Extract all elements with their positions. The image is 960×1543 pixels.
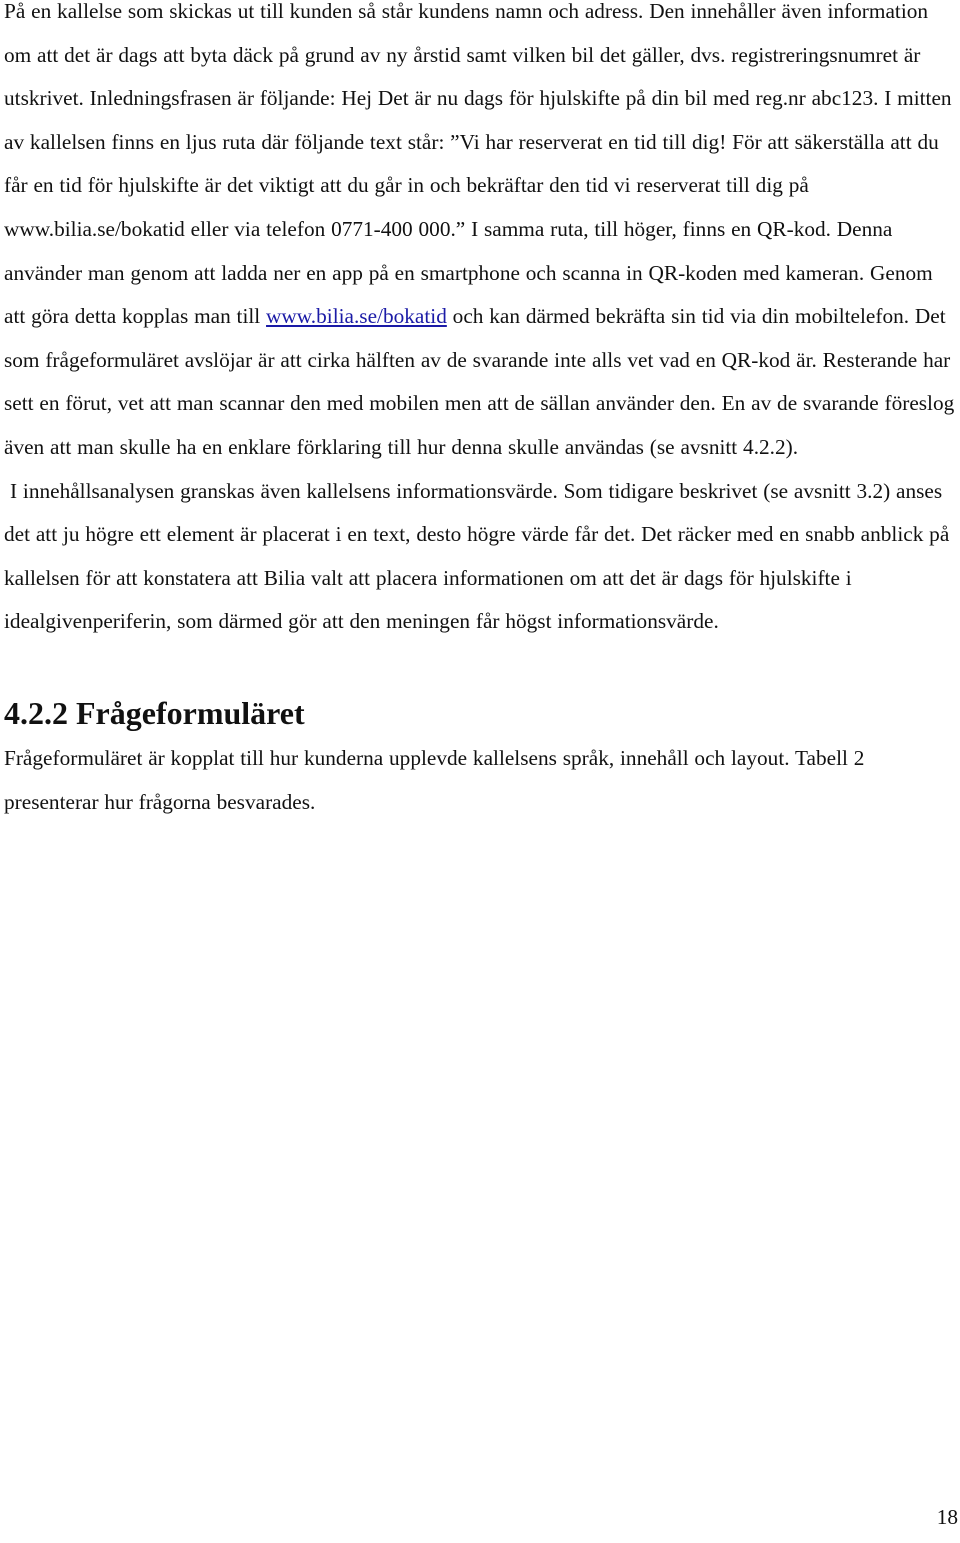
- paragraph-text: På en kallelse som skickas ut till kunden så står kundens namn och adress. Den innehåller även information om att det är dags att byta däck på grund av ny årstid samt vilken bil det gäller, dvs. registreringsnumret är utskrivet. Inledningsfrasen är följande: Hej Det är nu dags för hjulskifte på din bil med reg.nr abc123. I mitten av kallelsen finns en ljus ruta där följande text står: ”Vi har reserverat en tid till dig! För att säkerställa att du får en tid för hjulskifte är det viktigt att du går in och bekräftar den tid vi reserverat till dig på www.bilia.se/bokatid eller via telefon 0771-400 000.” I samma ruta, till höger, finns en QR-kod. Denna använder man genom att ladda ner en app på en smartphone och scanna in QR-koden med kameran. Genom att göra detta kopplas man till: [4, 0, 952, 329]
- body-paragraph: I innehållsanalysen granskas även kallelsens informationsvärde. Som tidigare beskrivet (se avsnitt 3.2) anses det att ju högre ett element är placerat i en text, desto högre värde får det. Det räcker med en snabb anblick på kallelsen för att konstatera att Bilia valt att placera informationen om att det är dags för hjulskifte i idealgivenperiferin, som därmed gör att den meningen får högst informationsvärde.: [4, 478, 950, 634]
- bokatid-link[interactable]: www.bilia.se/bokatid: [266, 304, 447, 329]
- body-paragraph: [4, 0, 956, 470]
- body-paragraph: Frågeformuläret är kopplat till hur kunderna upplevde kallelsens språk, innehåll och layout. Tabell 2 presenterar hur frågorna besvarades.: [4, 745, 865, 814]
- page-number: 18: [936, 1505, 958, 1529]
- section-heading: 4.2.2 Frågeformuläret: [4, 694, 305, 731]
- document-page: [4, 0, 956, 824]
- paragraph-text: och kan därmed bekräfta sin tid via din mobiltelefon. Det som frågeformuläret avslöjar är att cirka hälften av de svarande inte alls vet vad en QR-kod är. Resterande har sett en förut, vet att man scannar den med mobilen men att de sällan använder den. En av de svarande föreslog även att man skulle ha en enklare förklaring till hur denna skulle användas (se avsnitt 4.2.2).: [4, 304, 955, 459]
